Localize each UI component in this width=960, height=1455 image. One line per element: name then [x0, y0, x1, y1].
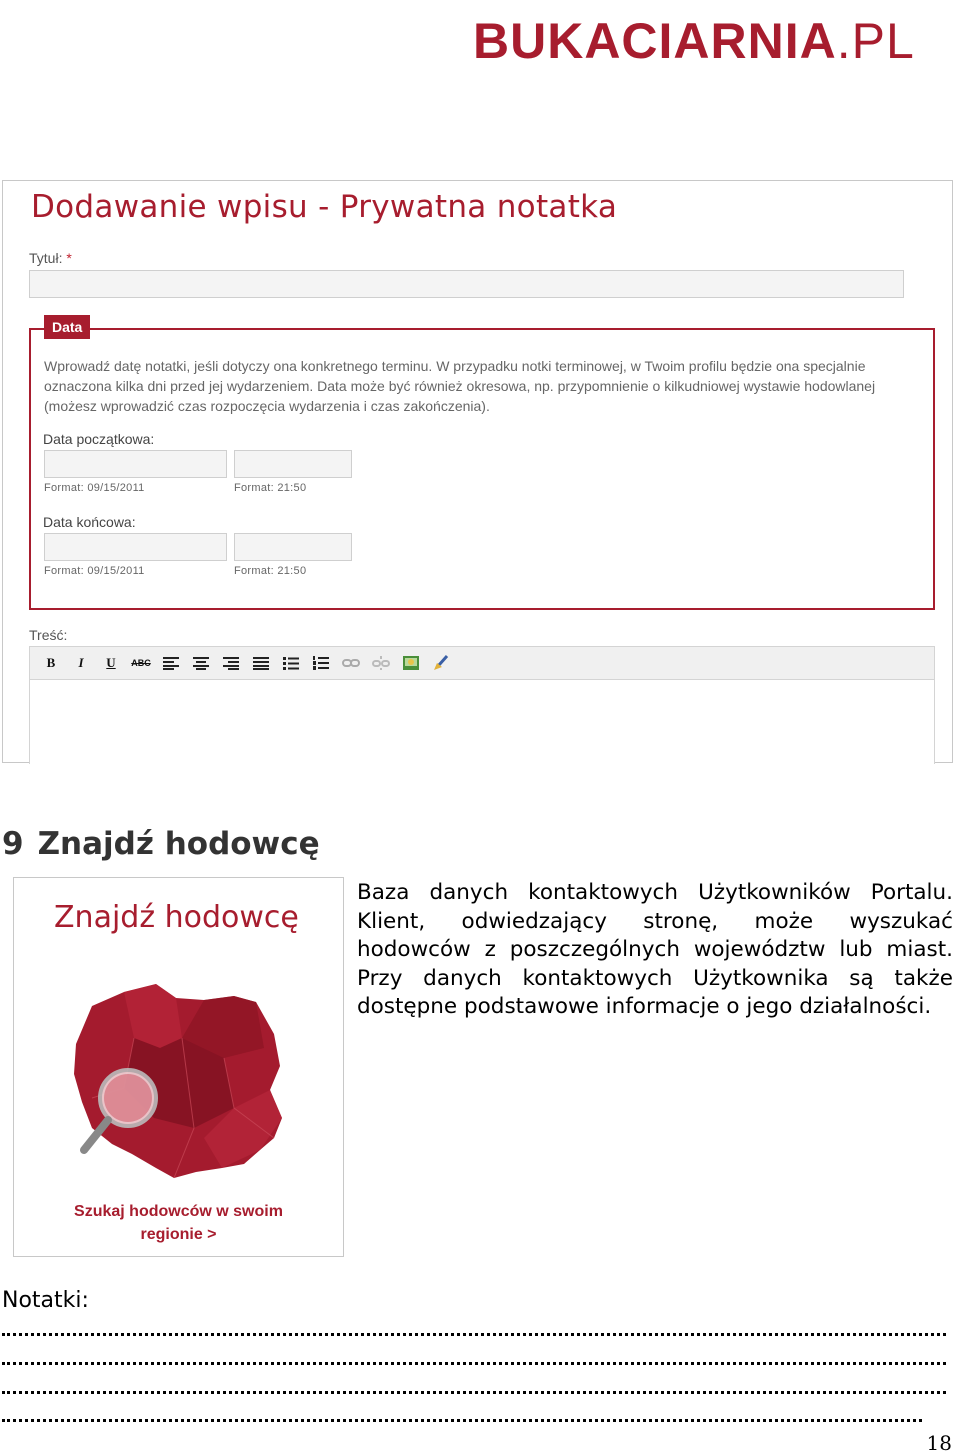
- required-mark: *: [66, 250, 72, 266]
- italic-icon[interactable]: I: [78, 655, 84, 670]
- section-heading: [2, 826, 320, 862]
- logo-text: BUKACIARNIA: [473, 13, 837, 69]
- end-date-label: Data końcowa:: [43, 514, 136, 530]
- section-paragraph: Baza danych kontaktowych Użytkowników Portalu. Klient, odwiedzający stronę, może wyszukać hodowców z poszczególnych województw lub miast. Przy danych kontaktowych Użytkownika są także dostępne podstawowe informacje o jego działalności.: [357, 880, 953, 1019]
- logo: [473, 10, 915, 69]
- page-number: 18: [926, 1431, 952, 1455]
- title-label: [29, 250, 72, 266]
- end-date-format: Format: 09/15/2011: [44, 565, 145, 577]
- promo-title: Znajdź hodowcę: [54, 900, 299, 935]
- notes-line: [2, 1419, 922, 1422]
- form-screenshot: [2, 180, 953, 763]
- end-date-input[interactable]: [44, 533, 227, 561]
- notes-line: [2, 1362, 946, 1365]
- bold-icon[interactable]: B: [46, 655, 56, 670]
- start-time-format: Format: 21:50: [234, 482, 307, 494]
- notes-line: [2, 1391, 946, 1394]
- unlink-icon[interactable]: [366, 652, 396, 674]
- logo-suffix: .PL: [836, 13, 915, 69]
- form-title: Dodawanie wpisu - Prywatna notatka: [31, 189, 618, 225]
- content-editor[interactable]: [29, 680, 935, 764]
- find-breeder-promo: [13, 877, 344, 1257]
- start-date-label: Data początkowa:: [43, 431, 155, 447]
- numbered-list-icon[interactable]: [306, 652, 336, 674]
- search-region-link[interactable]: [14, 1200, 343, 1246]
- cleanup-icon[interactable]: [426, 652, 456, 674]
- title-label-text: Tytuł:: [29, 250, 63, 266]
- link-icon[interactable]: [336, 652, 366, 674]
- notes-label: Notatki:: [2, 1288, 89, 1313]
- promo-link-line1: Szukaj hodowców w swoim: [74, 1203, 283, 1220]
- end-time-input[interactable]: [234, 533, 352, 561]
- section-number: 9: [2, 826, 24, 862]
- align-right-icon[interactable]: [216, 652, 246, 674]
- poland-map-icon: [64, 978, 294, 1193]
- date-legend: Data: [44, 315, 90, 339]
- content-label: Treść:: [29, 627, 68, 643]
- start-date-format: Format: 09/15/2011: [44, 482, 145, 494]
- editor-toolbar: [29, 646, 935, 680]
- bullet-list-icon[interactable]: [276, 652, 306, 674]
- end-time-format: Format: 21:50: [234, 565, 307, 577]
- notes-line: [2, 1333, 946, 1336]
- section-title: Znajdź hodowcę: [37, 826, 320, 862]
- align-justify-icon[interactable]: [246, 652, 276, 674]
- start-time-input[interactable]: [234, 450, 352, 478]
- promo-link-line2: regionie >: [140, 1226, 217, 1243]
- date-description: Wprowadź datę notatki, jeśli dotyczy ona konkretnego terminu. W przypadku notki terminowej, w Twoim profilu będzie ona specjalnie oznaczona kilka dni przed jej wydarzeniem. Data może być również okresowa, np. przypomnienie o kilkudniowej wystawie hodowlanej (możesz wprowadzić czas rozpoczęcia wydarzenia i czas zakończenia).: [44, 358, 876, 414]
- strikethrough-icon[interactable]: ABC: [131, 658, 151, 668]
- align-center-icon[interactable]: [186, 652, 216, 674]
- underline-icon[interactable]: U: [106, 655, 116, 670]
- title-input[interactable]: [29, 270, 904, 298]
- start-date-input[interactable]: [44, 450, 227, 478]
- align-left-icon[interactable]: [156, 652, 186, 674]
- image-icon[interactable]: [396, 652, 426, 674]
